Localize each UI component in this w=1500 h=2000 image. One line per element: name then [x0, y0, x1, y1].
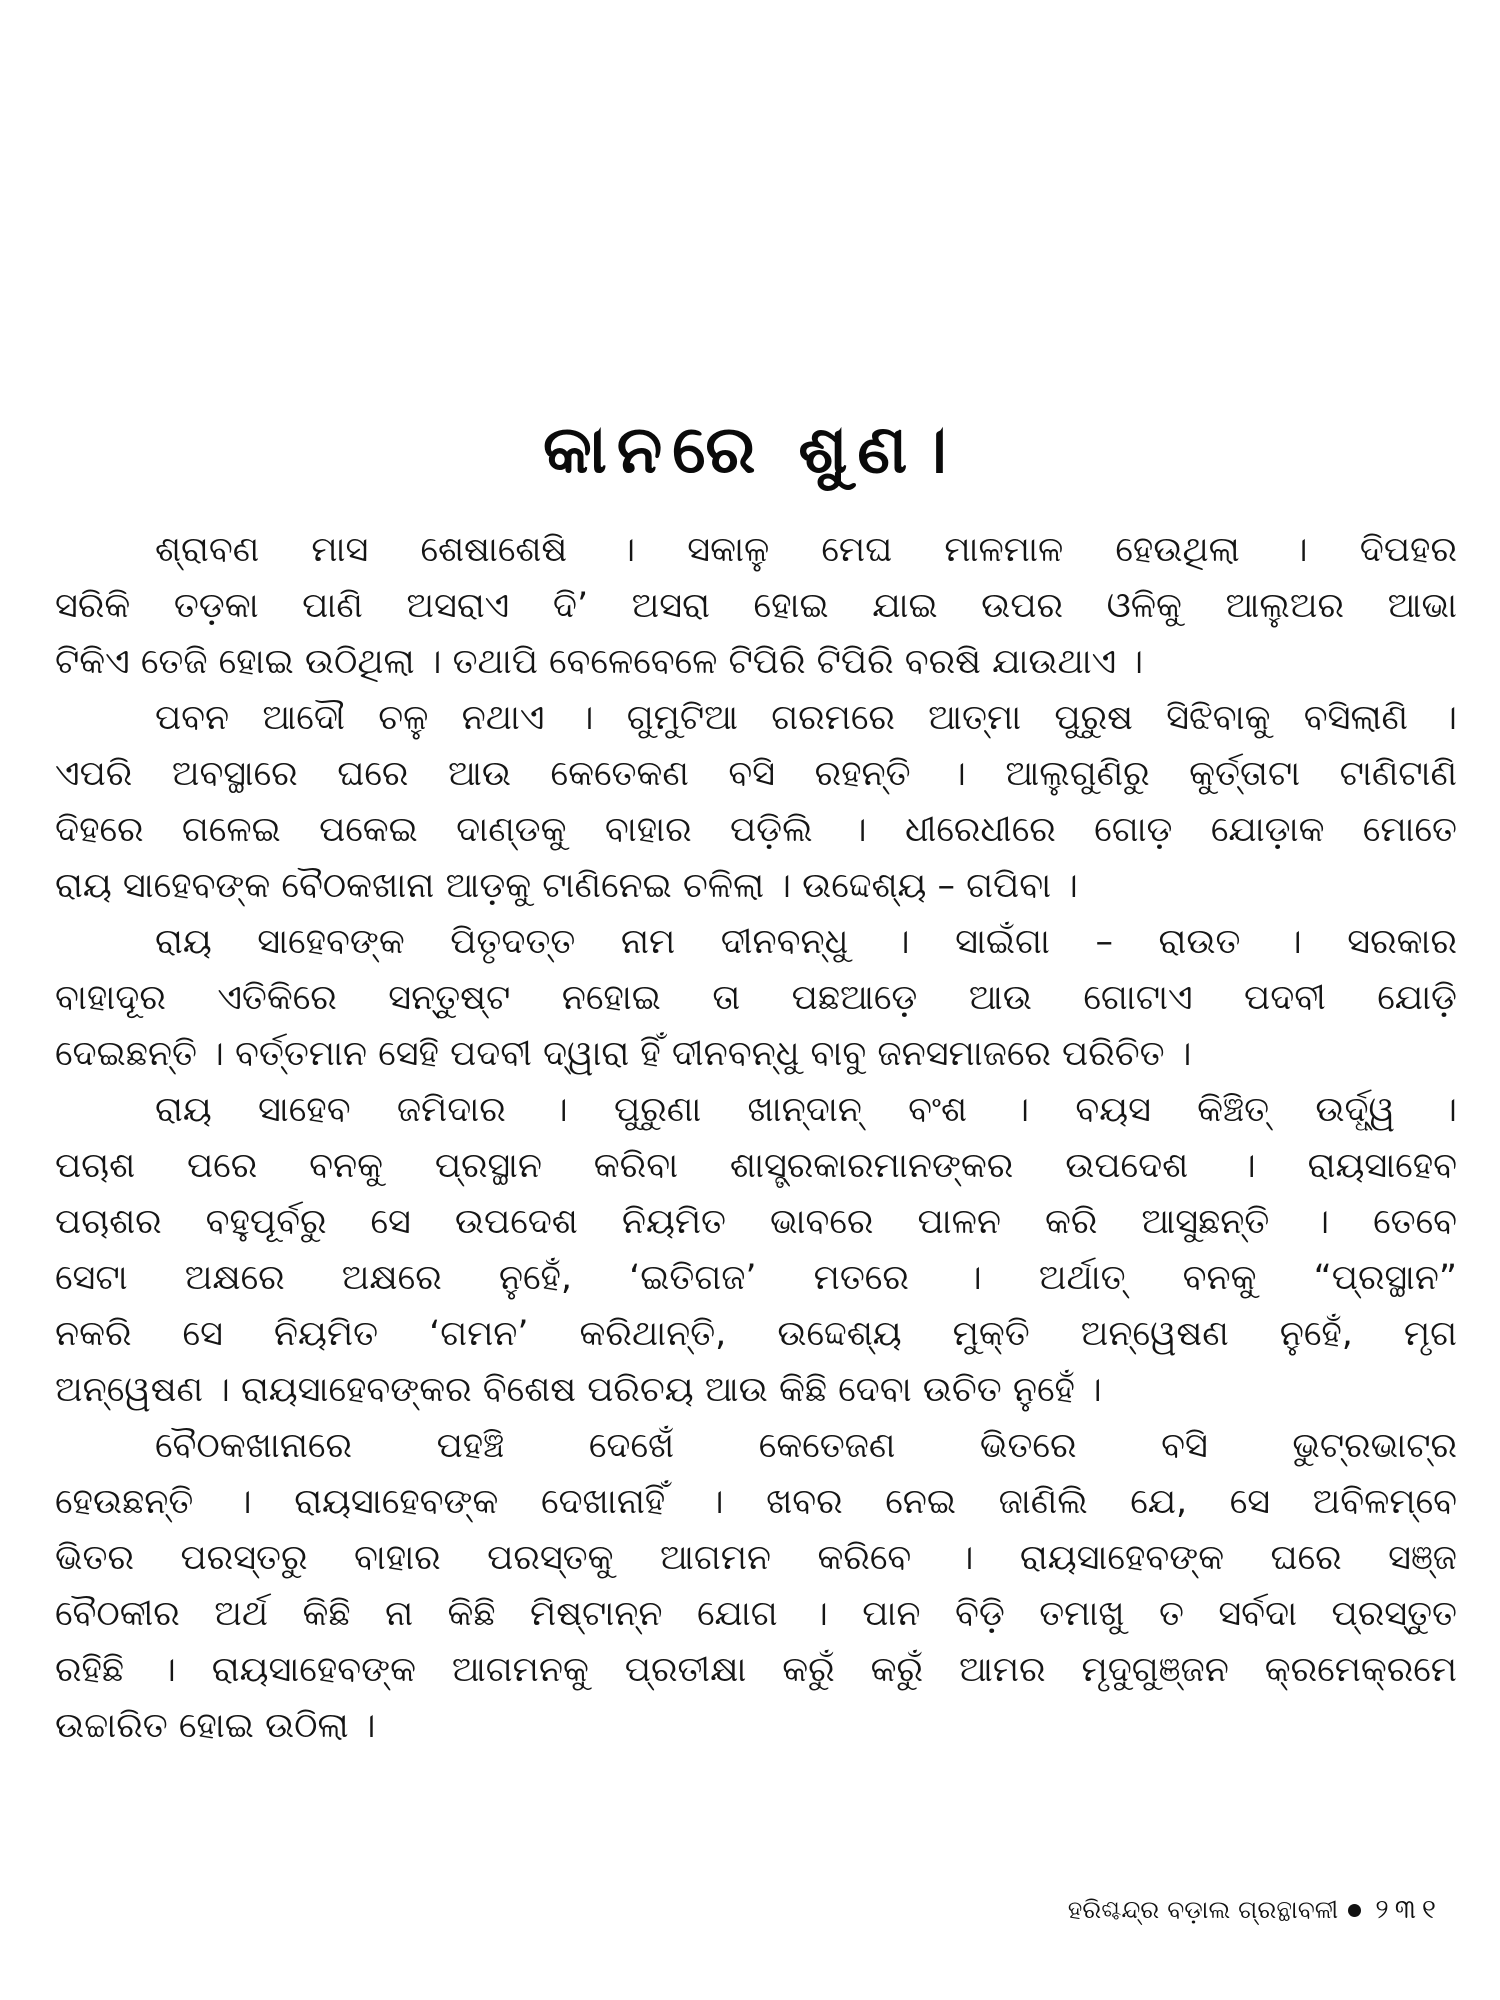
text-line: ଦିହରେ ଗଳେଇ ପକେଇ ଦାଣ୍ଡକୁ ବାହାର ପଡ଼ିଲି । ଧୀରେଧୀରେ ଗୋଡ଼ ଯୋଡ଼ାକ ମୋତେ: [55, 810, 1457, 850]
text-line: ଦେଇଛନ୍ତି । ବର୍ତ୍ତମାନ ସେହି ପଦବୀ ଦ୍ୱାରା ହିଁ ଦୀନବନ୍ଧୁ ବାବୁ ଜନସମାଜରେ ପରିଚିତ ।: [55, 1034, 1192, 1074]
text-line: ସେଟା ଅକ୍ଷରେ ଅକ୍ଷରେ ନୁହେଁ, ‘ଇତିଗଜ’ ମତରେ । ଅର୍ଥାତ୍ ବନକୁ “ପ୍ରସ୍ଥାନ”: [55, 1258, 1457, 1298]
page-title: କାନରେ ଶୁଣ।: [542, 411, 958, 488]
paragraph: [55, 914, 1457, 1082]
text-line: ବୈଠକୀର ଅର୍ଥ କିଛି ନା କିଛି ମିଷ୍ଟାନ୍ନ ଯୋଗ । ପାନ ବିଡ଼ି ତମାଖୁ ତ ସର୍ବଦା ପ୍ରସ୍ତୁତ: [55, 1594, 1457, 1634]
text-line: ହେଉଛନ୍ତି । ରାୟସାହେବଙ୍କ ଦେଖାନାହିଁ । ଖବର ନେଇ ଜାଣିଲି ଯେ, ସେ ଅବିଳମ୍ବେ: [55, 1482, 1457, 1522]
paragraph: [55, 522, 1457, 690]
paragraph: [55, 690, 1457, 914]
text-line: ସରିକି ତଡ଼କା ପାଣି ଅସରାଏ ଦି’ ଅସରା ହୋଇ ଯାଇ ଉପର ଓଳିକୁ ଆଲୁଅର ଆଭା: [55, 586, 1457, 626]
text-line: ପବନ ଆଦୌ ଚଳୁ ନଥାଏ । ଗୁମୁଟିଆ ଗରମରେ ଆତ୍ମା ପୁରୁଷ ସିଝିବାକୁ ବସିଲାଣି ।: [155, 698, 1457, 738]
text-line: ପଚାଶ ପରେ ବନକୁ ପ୍ରସ୍ଥାନ କରିବା ଶାସ୍ତ୍ରକାରମାନଙ୍କର ଉପଦେଶ । ରାୟସାହେବ: [55, 1146, 1457, 1186]
text-line: ରାୟ ସାହେବଙ୍କ ପିତୃଦତ୍ତ ନାମ ଦୀନବନ୍ଧୁ । ସାଇଁଗା – ରାଉତ । ସରକାର: [155, 922, 1457, 962]
text-line: ବୈଠକଖାନାରେ ପହଞ୍ଚି ଦେଖେଁ କେତେଜଣ ଭିତରେ ବସି ଭୁଟ୍‌ରଭାଟ୍‌ର: [155, 1426, 1457, 1466]
text-line: ନକରି ସେ ନିୟମିତ ‘ଗମନ’ କରିଥାନ୍ତି, ଉଦ୍ଦେଶ୍ୟ ମୁକ୍ତି ଅନ୍ୱେଷଣ ନୁହେଁ, ମୃଗ: [55, 1314, 1457, 1354]
book-title: ହରିଶ୍ଚନ୍ଦ୍ର ବଡ଼ାଲ ଗ୍ରନ୍ଥାବଳୀ: [1067, 1895, 1339, 1924]
page-number: ୨୩୧: [1375, 1894, 1442, 1925]
text-line: ରହିଛି । ରାୟସାହେବଙ୍କ ଆଗମନକୁ ପ୍ରତୀକ୍ଷା କରୁଁ କରୁଁ ଆମର ମୃଦୁଗୁଞ୍ଜନ କ୍ରମେକ୍ରମେ: [55, 1650, 1457, 1690]
text-line: ପଚାଶର ବହୁପୂର୍ବରୁ ସେ ଉପଦେଶ ନିୟମିତ ଭାବରେ ପାଳନ କରି ଆସୁଛନ୍ତି । ତେବେ: [55, 1202, 1457, 1242]
page-footer: [1068, 1890, 1442, 1930]
text-line: ଶ୍ରାବଣ ମାସ ଶେଷାଶେଷି । ସକାଳୁ ମେଘ ମାଳମାଳ ହେଉଥିଲା । ଦିପହର: [155, 530, 1457, 570]
paragraph: [55, 1418, 1457, 1754]
text-line: ଏପରି ଅବସ୍ଥାରେ ଘରେ ଆଉ କେତେକଣ ବସି ରହନ୍ତି । ଆଲୁଗୁଣିରୁ କୁର୍ତ୍ତାଟା ଟାଣିଟାଣି: [55, 754, 1457, 794]
body-text: [55, 522, 1457, 1754]
text-line: ଟିକିଏ ତେଜି ହୋଇ ଉଠିଥିଲା । ତଥାପି ବେଳେବେଳେ ଟିପିରି ଟିପିରି ବରଷି ଯାଉଥାଏ ।: [55, 642, 1144, 682]
text-line: ଭିତର ପରସ୍ତରୁ ବାହାର ପରସ୍ତକୁ ଆଗମନ କରିବେ । ରାୟସାହେବଙ୍କ ଘରେ ସଞ୍ଜ: [55, 1538, 1457, 1578]
text-line: ଉଚ୍ଚାରିତ ହୋଇ ଉଠିଲା ।: [55, 1706, 376, 1746]
text-line: ରାୟ ସାହେବଙ୍କ ବୈଠକଖାନା ଆଡ଼କୁ ଟାଣିନେଇ ଚଳିଲା । ଉଦ୍ଦେଶ୍ୟ – ଗପିବା ।: [55, 866, 1078, 906]
paragraph: [55, 1082, 1457, 1418]
text-line: ରାୟ ସାହେବ ଜମିଦାର । ପୁରୁଣା ଖାନ୍‌ଦାନ୍ ବଂଶ । ବୟସ କିଞ୍ଚିତ୍ ଉର୍ଦ୍ଧ୍ୱ ।: [155, 1090, 1457, 1130]
text-line: ଅନ୍ୱେଷଣ । ରାୟସାହେବଙ୍କର ବିଶେଷ ପରିଚୟ ଆଉ କିଛି ଦେବା ଉଚିତ ନୁହେଁ ।: [55, 1370, 1102, 1410]
text-line: ବାହାଦୂର ଏତିକିରେ ସନ୍ତୁଷ୍ଟ ନହୋଇ ତା ପଛଆଡ଼େ ଆଉ ଗୋଟାଏ ପଦବୀ ଯୋଡ଼ି: [55, 978, 1457, 1018]
bullet-icon: [1348, 1904, 1361, 1917]
